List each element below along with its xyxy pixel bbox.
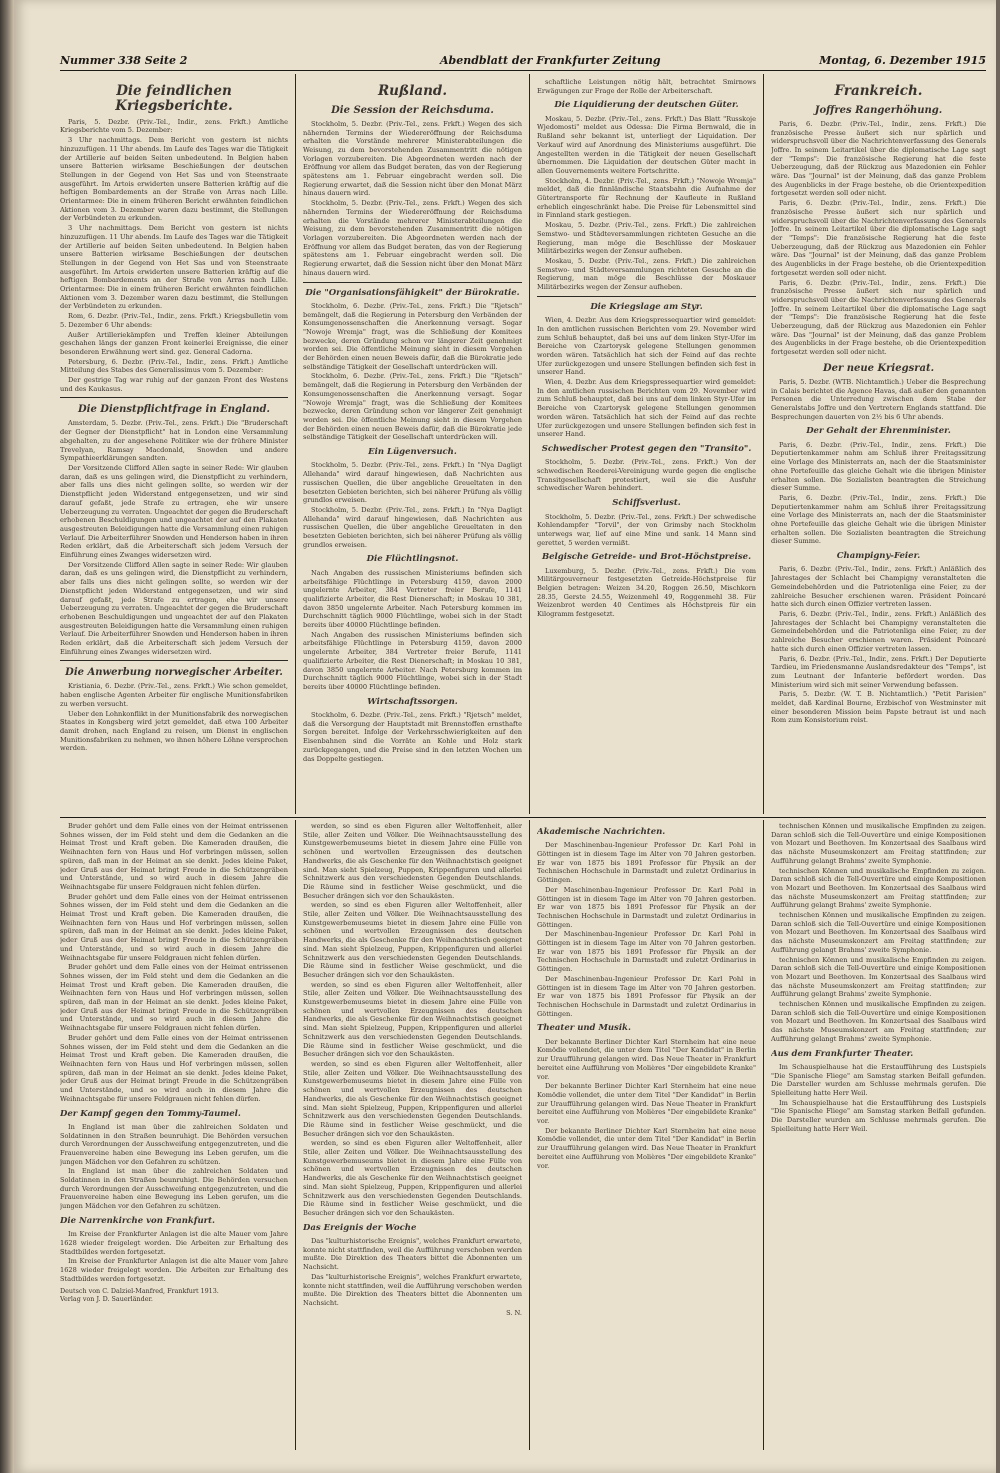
article-text: Paris, 6. Dezbr. (Priv.-Tel., Indir., zens. Frkft.) Die französische Presse äußert sich nur spärlich und widerspruchsvoll über die Nachrichtenverfassung des Generals Joffre. In seinem Leitartikel über die diplomatische Lage sagt der "Temps": Die französische Regierung hat die feste Ueberzeugung, daß der Rückzug aus Mazedonien ein Fehler wäre. Das "Journal" ist der Meinung, daß das ganze Problem des Augenblicks in der Frage bestehe, ob die Orientexpedition fortgesetzt werden soll oder nicht. bbox=[771, 199, 986, 277]
column-rule bbox=[529, 820, 530, 1450]
headline-academic: Akademische Nachrichten. bbox=[537, 827, 666, 837]
article-text: Der bekannte Berliner Dichter Karl Sternheim hat eine neue Komödie vollendet, die unter dem Titel "Der Kandidat" in Berlin zur Uraufführung gelangen wird. Das Neue Theater in Frankfurt bereitet eine Aufführung von Molières "Der eingebildete Kranke" vor. bbox=[537, 1082, 756, 1126]
headline-ship-loss: Schiffsverlust. bbox=[612, 498, 681, 509]
article-text: Außer Artilleriekämpfen und Treffen kleiner Abteilungen geschahen längs der ganzen Front keinerlei Ereignisse, die einer besonderen Erwähnung wert sind. gez. General Cadorna. bbox=[60, 330, 288, 356]
headline-champigny: Champigny-Feier. bbox=[836, 551, 921, 562]
headline-norwegian-workers: Die Anwerbung norwegischer Arbeiter. bbox=[65, 667, 283, 679]
article-text: In England ist man über die zahlreichen Soldaten und Soldatinnen in den Straßen beunruhigt. Die Behörden versuchen durch Verordnungen der Ausschweifung entgegenzutreten, und die Frauenvereine haben eine Bewegung ins Leben gerufen, um die jungen Mädchen vor den Gefahren zu schützen. bbox=[60, 1122, 288, 1166]
article-text: technischen Können und musikalische Empfinden zu zeigen. Daran schloß sich die Tell-Ouvertüre und einige Kompositionen von Mozart und Beethoven. Im Konzertsaal des Saalbaus wird das nächste Museumskonzert am Freitag stattfinden; zur Aufführung gelangt Brahms' zweite Symphonie. bbox=[771, 866, 986, 910]
article-text: Stockholm, 5. Dezbr. (Priv.-Tel., zens. Frkft.) In "Nya Dagligt Allehanda" wird darauf hingewiesen, daß Nachrichten aus russischen Quellen, die über angebliche Greueltaten in den besetzten Gebieten berichten, sich bei näherer Prüfung als völlig grundlos erweisen. bbox=[303, 505, 522, 549]
section-rule bbox=[60, 660, 288, 661]
article-text: Moskau, 5. Dezbr. (Priv.-Tel., zens. Frkft.) Die zahlreichen Semstwo- und Städteversammlungen richteten Gesuche an die Regierung, man möge die Beschlüsse der Moskauer Militärbezirks wegen der Zensur aufheben. bbox=[537, 221, 756, 256]
article-text: Der Vorsitzende Clifford Allen sagte in seiner Rede: Wir glauben daran, daß es uns gelingen wird, die Dienstpflicht zu verhindern, aber falls uns dies nicht gelingen sollte, so werden wir der Dienstpflicht jeden Widerstand entgegensetzen, und wir sind darauf gefaßt, jede Strafe zu ertragen, ehe wir unsere Ueberzeugung zu verraten. Ungeachtet der gegen die Bruderschaft erhobenen Beschuldigungen und ungeachtet der auf den Plakaten ausgestreuten Beleidigungen hatte die Versammlung einen ruhigen Verlauf. Die Arbeiterführer Snowden und Henderson haben in ihren Reden erklärt, daß die Arbeiterschaft sich jedem Versuch der Einführung eines Zwanges widersetzen wird. bbox=[60, 560, 288, 656]
article-text: Stockholm, 5. Dezbr. (Priv.-Tel., zens. Frkft.) Der schwedische Kohlendampfer "Torvil", der von Grimsby nach Stockholm unterwegs war, lief auf eine Mine und sank. 14 Mann sind gerettet, 5 werden vermißt. bbox=[537, 512, 756, 547]
headline-conscription: Die Dienstpflichtfrage in England. bbox=[77, 404, 271, 416]
headline-joffre: Joffres Rangerhöhung. bbox=[814, 104, 943, 116]
article-text: Im Kreise der Frankfurter Anlagen ist die alte Mauer vom Jahre 1628 wieder freigelegt worden. Die Arbeiten zur Erhaltung des Stadtbildes werden fortgesetzt. bbox=[60, 1257, 288, 1283]
article-text: Im Kreise der Frankfurter Anlagen ist die alte Mauer vom Jahre 1628 wieder freigelegt worden. Die Arbeiten zur Erhaltung des Stadtbildes werden fortgesetzt. bbox=[60, 1230, 288, 1256]
dateline: Petersburg, 6. Dezbr. (Priv.-Tel., Indir., zens. Frkft.) Amtliche Mitteilung des Stabes des Generalissimus vom 5. Dezember: bbox=[60, 357, 288, 375]
headline-duma-session: Die Session der Reichsduma. bbox=[331, 104, 494, 116]
headline-war-reports: Die feindlichen Kriegsberichte. bbox=[115, 83, 233, 114]
article-text: Der bekannte Berliner Dichter Karl Sternheim hat eine neue Komödie vollendet, die unter dem Titel "Der Kandidat" in Berlin zur Uraufführung gelangen wird. Das Neue Theater in Frankfurt bereitet eine Aufführung von Molières "Der eingebildete Kranke" vor. bbox=[537, 1037, 756, 1081]
article-text: Paris, 6. Dezbr. (Priv.-Tel., Indir., zens. Frkft.) Die Deputiertenkammer nahm am Schluß ihrer Freitagssitzung eine Vorlage des Ministerrats an, nach der die Staatsminister ohne Portefeuille das gleiche Gehalt wie die übrigen Minister erhalten sollen. Die Sozialisten beantragten die Streichung dieser Summe. bbox=[771, 493, 986, 546]
article-text: Der Vorsitzende Clifford Allen sagte in seiner Rede: Wir glauben daran, daß es uns gelingen wird, die Dienstpflicht zu verhindern, aber falls uns dies nicht gelingen sollte, so werden wir der Dienstpflicht jeden Widerstand entgegensetzen, und wir sind darauf gefaßt, jede Strafe zu ertragen, ehe wir unsere Ueberzeugung zu verraten. Ungeachtet der gegen die Bruderschaft erhobenen Beschuldigungen und ungeachtet der auf den Plakaten ausgestreuten Beleidigungen hatte die Versammlung einen ruhigen Verlauf. Die Arbeiterführer Snowden und Henderson haben in ihren Reden erklärt, daß die Arbeiterschaft sich jedem Versuch der Einführung eines Zwanges widersetzen wird. bbox=[60, 464, 288, 560]
article-text: Paris, 5. Dezbr. (WTB. Nichtamtlich.) Ueber die Besprechung in Calais berichtet die Agence Havas, daß außer den genannten Personen die Unterredung zwischen dem Stabe der Generalstabs Joffre und den Vertretern Englands stattfand. Die Besprechungen dauerten von 2½ bis 6 Uhr abends. bbox=[771, 377, 986, 421]
article-text: Nach Angaben des russischen Ministeriums befinden sich arbeitsfähige Flüchtlinge in Petersburg 4159, davon 2000 ungelernte Arbeiter, 384 Vertreter freier Berufe, 1141 qualifizierte Arbeiter, die Rest Dienerschaft; in Moskau 10 381, davon 3850 ungelernte Arbeiter. Nach Petersburg kommen im Durchschnitt täglich 9000 Flüchtlinge, wobei sich in der Stadt bereits über 40000 Flüchtlinge befinden. bbox=[303, 630, 522, 691]
author-signature: S. N. bbox=[506, 1308, 522, 1317]
article-text: Im Schauspielhause hat die Erstaufführung des Lustspiels "Die Spanische Fliege" am Samstag starken Beifall gefunden. Die Darsteller wurden am Schlusse mehrmals gerufen. Die Spielleitung hatte Herr Weil. bbox=[771, 1098, 986, 1133]
article-text: Nach Angaben des russischen Ministeriums befinden sich arbeitsfähige Flüchtlinge in Petersburg 4159, davon 2000 ungelernte Arbeiter, 384 Vertreter freier Berufe, 1141 qualifizierte Arbeiter, die Rest Dienerschaft; in Moskau 10 381, davon 3850 ungelernte Arbeiter. Nach Petersburg kommen im Durchschnitt täglich 9000 Flüchtlinge, wobei sich in der Stadt bereits über 40000 Flüchtlinge befinden. bbox=[303, 568, 522, 630]
feuilleton-column-1 bbox=[60, 822, 288, 1450]
article-text: 3 Uhr nachmittags. Dem Bericht von gestern ist nichts hinzuzufügen. 11 Uhr abends. Im Laufe des Tages war die Tätigkeit der Artillerie auf beiden Seiten unbedeutend. In Belgien haben unsere Batterien wirksame Beschießungen der deutschen Stellungen in der Gegend von Het Sas und von Steenstraate ausgeführt. Im Artois erwiderten unsere Batterien kräftig auf die heftigen Bombardements an der Straße von Arras nach Lille. Orientarmee: Die in einem früheren Bericht erwähnten feindlichen Aktionen vom 3. Dezember waren dazu bestimmt, die Stellungen der Verbündeten zu erkunden. bbox=[60, 136, 288, 223]
column-2 bbox=[303, 78, 522, 814]
article-text: Der bekannte Berliner Dichter Karl Sternheim hat eine neue Komödie vollendet, die unter dem Titel "Der Kandidat" in Berlin zur Uraufführung gelangen wird. Das Neue Theater in Frankfurt bereitet eine Aufführung von Molières "Der eingebildete Kranke" vor. bbox=[537, 1126, 756, 1170]
headline-refugees: Die Flüchtlingsnot. bbox=[366, 554, 459, 565]
headline-narrenkirche: Die Narrenkirche von Frankfurt. bbox=[60, 1215, 215, 1226]
article-text: Paris, 6. Dezbr. (Priv.-Tel., Indir., zens. Frkft.) Der Deputierte Tardieu, im Friedensmanne Auslandsredakteur des "Temps", ist zum Leutnant der Infanterie befördert worden. Das Ministerium wird sich mit seiner Verwendung befassen. bbox=[771, 654, 986, 689]
article-text: werden, so sind es eben Figuren aller Weltoffenheit, aller Stile, aller Zeiten und Völker. Die Weihnachtsausstellung des Kunstgewerbemuseums bietet in diesem Jahre eine Fülle von schönen und wertvollen Erzeugnissen des deutschen Handwerks, die als Geschenke für den Weihnachtstisch geeignet sind. Man sieht Spielzeug, Puppen, Krippenfiguren und allerlei Schnitzwerk aus den verschiedensten Gegenden Deutschlands. Die Räume sind in festlicher Weise geschmückt, und die Besucher drängen sich vor den Schaukästen. bbox=[303, 1139, 522, 1217]
article-text: Paris, 6. Dezbr. (Priv.-Tel., Indir., zens. Frkft.) Die Deputiertenkammer nahm am Schluß ihrer Freitagssitzung eine Vorlage des Ministerrats an, nach der die Staatsminister ohne Portefeuille das gleiche Gehalt wie die übrigen Minister erhalten sollen. Die Sozialisten beantragten die Streichung dieser Summe. bbox=[771, 440, 986, 493]
headline-economic-worries: Wirtschaftssorgen. bbox=[367, 696, 458, 707]
headline-styr: Die Kriegslage am Styr. bbox=[590, 301, 703, 312]
article-text: Wien, 4. Dezbr. Aus dem Kriegspressequartier wird gemeldet: In den amtlichen russischen Berichten vom 29. November wird zum Schluß behauptet, daß bei uns auf dem linken Styr-Ufer im Bereiche von Czartorysk gelegene Stellungen genommen worden wären. Tatsächlich hat sich der Feind auf das rechte Ufer zurückgezogen und unsere Stellungen befinden sich fest in unserer Hand. bbox=[537, 378, 756, 439]
article-text: Bruder gehört und dem Falle eines von der Heimat entrissenen Sohnes wissen, der im Feld steht und dem die Gedanken an die Heimat Trost und Kraft geben. Die Kameraden draußen, die Weihnachten fern von Haus und Hof verbringen müssen, sollen spüren, daß man in der Heimat an sie denkt. Jedes kleine Paket, jeder Gruß aus der Heimat bringt Freude in die Schützengräben und Unterstände, und so wird auch in diesem Jahre die Weihnachtsgabe für unsere Feldgrauen nicht fehlen dürfen. bbox=[60, 822, 288, 891]
feuilleton-column-4 bbox=[771, 822, 986, 1450]
article-text: Der Maschinenbau-Ingenieur Professor Dr. Karl Pohl in Göttingen ist in diesem Tage im Alter von 70 Jahren gestorben. Er war von 1875 bis 1891 Professor für Physik an der Technischen Hochschule in Darmstadt und zuletzt Ordinarius in Göttingen. bbox=[537, 974, 756, 1018]
section-rule bbox=[303, 282, 522, 283]
column-1 bbox=[60, 78, 288, 814]
column-rule bbox=[295, 820, 296, 1450]
column-3 bbox=[537, 78, 756, 814]
dateline: Rom, 6. Dezbr. (Priv.-Tel., Indir., zens. Frkft.) Kriegsbulletin vom 5. Dezember 6 Uhr abends: bbox=[60, 312, 288, 329]
article-text: Stockholm, 5. Dezbr. (Priv.-Tel., zens. Frkft.) Von der schwedischen Reederei-Vereinigung wurde gegen die englische Transitgesellschaft protestiert, weil sie die Ausfuhr schwedischer Waren behindert. bbox=[537, 458, 756, 493]
column-4 bbox=[771, 78, 986, 814]
headline-bureaucracy: Die "Organisationsfähigkeit" der Bürokratie. bbox=[305, 287, 520, 298]
article-text: Moskau, 5. Dezbr. (Priv.-Tel., zens. Frkft.) Das Blatt "Russkoje Wjedomosti" meldet aus Odessa: Die Firma Bernwald, die in Rußland sehr bekannt ist, unterliegt der Liquidation. Der Verkauf wird auf Anordnung des Ministeriums ausgeführt. Die Angestellten werden in die Tätigkeit der neuen Gesellschaft übernommen. Die Liquidation der deutschen Güter macht in allen Gouvernements weitere Fortschritte. bbox=[537, 114, 756, 175]
feuilleton-divider bbox=[60, 817, 986, 818]
article-text: technischen Können und musikalische Empfinden zu zeigen. Daran schloß sich die Tell-Ouvertüre und einige Kompositionen von Mozart und Beethoven. Im Konzertsaal des Saalbaus wird das nächste Museumskonzert am Freitag stattfinden; zur Aufführung gelangt Brahms' zweite Symphonie. bbox=[771, 911, 986, 954]
article-text: Der Maschinenbau-Ingenieur Professor Dr. Karl Pohl in Göttingen ist in diesem Tage im Alter von 70 Jahren gestorben. Er war von 1875 bis 1891 Professor für Physik an der Technischen Hochschule in Darmstadt und zuletzt Ordinarius in Göttingen. bbox=[537, 930, 756, 974]
column-rule bbox=[529, 74, 530, 814]
headline-russia: Rußland. bbox=[377, 83, 448, 99]
headline-honorary-ministers: Der Gehalt der Ehrenminister. bbox=[806, 426, 951, 437]
footnote bbox=[60, 1287, 288, 1303]
article-text: Stockholm, 6. Dezbr. (Priv.-Tel., zens. Frkft.) Die "Rjetsch" bemängelt, daß die Regierung in Petersburg den Verbänden der Konsumgenossenschaften die Anerkennung versagt. Sogar "Nowoje Wremja" fragt, was die Schließung der Komitees bezwecke, deren Gründung schon vor längerer Zeit genehmigt worden sei. Die öffentliche Meinung sieht in diesem Vorgehen der Behörden einen neuen Beweis dafür, daß die Bürokratie jede selbständige Tätigkeit der Gesellschaft unterdrücken will. bbox=[303, 372, 522, 442]
dateline: Paris, 5. Dezbr. (Priv.-Tel., Indir., zens. Frkft.) Amtliche Kriegsberichte vom 5. Dezember: bbox=[60, 117, 288, 135]
footnote-translation: Deutsch von C. Dalziel-Manfred, Frankfurt 1913. bbox=[60, 1287, 219, 1296]
article-text: Der Maschinenbau-Ingenieur Professor Dr. Karl Pohl in Göttingen ist in diesem Tage im Alter von 70 Jahren gestorben. Er war von 1875 bis 1891 Professor für Physik an der Technischen Hochschule in Darmstadt und zuletzt Ordinarius in Göttingen. bbox=[537, 885, 756, 929]
article-text: Stockholm, 6. Dezbr. (Priv.-Tel., zens. Frkft.) Die "Rjetsch" bemängelt, daß die Regierung in Petersburg den Verbänden der Konsumgenossenschaften die Anerkennung versagt. Sogar "Nowoje Wremja" fragt, was die Schließung der Komitees bezwecke, deren Gründung schon vor längerer Zeit genehmigt worden sei. Die öffentliche Meinung sieht in diesem Vorgehen der Behörden einen neuen Beweis dafür, daß die Bürokratie jede selbständige Tätigkeit der Gesellschaft unterdrücken will. bbox=[303, 301, 522, 371]
article-text: Im Schauspielhause hat die Erstaufführung des Lustspiels "Die Spanische Fliege" am Samstag starken Beifall gefunden. Die Darsteller wurden am Schlusse mehrmals gerufen. Die Spielleitung hatte Herr Weil. bbox=[771, 1062, 986, 1098]
article-text: Stockholm, 5. Dezbr. (Priv.-Tel., zens. Frkft.) Wegen des sich nähernden Termins der Wiedereröffnung der Reichsduma erhalten die Vorstände mehrerer Ministerabteilungen die Weisung, zu dem bevorstehenden Zusammentritt die nötigen Vorlagen vorzubereiten. Die Abgeordneten werden nach der Eröffnung vor allem das Budget beraten, das von der Regierung spätestens am 1. Februar eingebracht werden soll. Die Regierung erwartet, daß die Session nicht über den Monat März hinaus dauern wird. bbox=[303, 199, 522, 277]
dateline: Amsterdam, 5. Dezbr. (Priv.-Tel., zens. Frkft.) Die "Bruderschaft der Gegner der Dienstpflicht" hat in London eine Versammlung abgehalten, zu der angesehene Politiker wie der frühere Minister Trevelyan, Ramsay Macdonald, Snowden und andere Sympathieerklärungen sandten. bbox=[60, 419, 288, 463]
article-text: Paris, 6. Dezbr. (Priv.-Tel., Indir., zens. Frkft.) Die französische Presse äußert sich nur spärlich und widerspruchsvoll über die Nachrichtenverfassung des Generals Joffre. In seinem Leitartikel über die diplomatische Lage sagt der "Temps": Die französische Regierung hat die feste Ueberzeugung, daß der Rückzug aus Mazedonien ein Fehler wäre. Das "Journal" ist der Meinung, daß das ganze Problem des Augenblicks in der Frage bestehe, ob die Orientexpedition fortgesetzt werden soll oder nicht. bbox=[771, 278, 986, 357]
article-text: technischen Können und musikalische Empfinden zu zeigen. Daran schloß sich die Tell-Ouvertüre und einige Kompositionen von Mozart und Beethoven. Im Konzertsaal des Saalbaus wird das nächste Museumskonzert am Freitag stattfinden; zur Aufführung gelangt Brahms' zweite Symphonie. bbox=[771, 1000, 986, 1043]
article-text: Paris, 6. Dezbr. (Priv.-Tel., Indir., zens. Frkft.) Die französische Presse äußert sich nur spärlich und widerspruchsvoll über die Nachrichtenverfassung des Generals Joffre. In seinem Leitartikel über die diplomatische Lage sagt der "Temps": Die französische Regierung hat die feste Ueberzeugung, daß der Rückzug aus Mazedonien ein Fehler wäre. Das "Journal" ist der Meinung, daß das ganze Problem des Augenblicks in der Frage bestehe, ob die Orientexpedition fortgesetzt werden soll oder nicht. bbox=[771, 119, 986, 198]
article-text: schaftliche Leistungen nötig hält, betrachtet Smirnows Erwägungen zur Frage der Rolle der Arbeiterschaft. bbox=[537, 78, 756, 95]
article-text: technischen Können und musikalische Empfinden zu zeigen. Daran schloß sich die Tell-Ouvertüre und einige Kompositionen von Mozart und Beethoven. Im Konzertsaal des Saalbaus wird das nächste Museumskonzert am Freitag stattfinden; zur Aufführung gelangt Brahms' zweite Symphonie. bbox=[771, 822, 986, 865]
page-number: Nummer 338 Seite 2 bbox=[60, 54, 188, 67]
article-text: Paris, 5. Dezbr. (W. T. B. Nichtamtlich.) "Petit Parisien" meldet, daß Kardinal Bourne, Erzbischof von Westminster mit einer besonderen Mission beim Papste betraut ist und nach Rom zum Konsistorium reist. bbox=[771, 690, 986, 725]
article-text: Luxemburg, 5. Dezbr. (Priv.-Tel., zens. Frkft.) Die vom Militärgouverneur festgesetzten Getreide-Höchstpreise für Belgien betragen: Weizen 34.20, Roggen 26.50, Mischkorn 28.35, Gerste 24.55, Weizenmehl 49, Roggenmehl 38. Für Weizenbrot werden 40 Centimes als Höchstpreis für ein Kilogramm festgesetzt. bbox=[537, 566, 756, 619]
article-text: Der Maschinenbau-Ingenieur Professor Dr. Karl Pohl in Göttingen ist in diesem Tage im Alter von 70 Jahren gestorben. Er war von 1875 bis 1891 Professor für Physik an der Technischen Hochschule in Darmstadt und zuletzt Ordinarius in Göttingen. bbox=[537, 841, 756, 885]
article-text: Stockholm, 5. Dezbr. (Priv.-Tel., zens. Frkft.) Wegen des sich nähernden Termins der Wiedereröffnung der Reichsduma erhalten die Vorstände mehrerer Ministerabteilungen die Weisung, zu dem bevorstehenden Zusammentritt die nötigen Vorlagen vorzubereiten. Die Abgeordneten werden nach der Eröffnung vor allem das Budget beraten, das von der Regierung spätestens am 1. Februar eingebracht werden soll. Die Regierung erwartet, daß die Session nicht über den Monat März hinaus dauern wird. bbox=[303, 119, 522, 198]
footnote-publisher: Verlag von J. D. Sauerländer. bbox=[60, 1295, 153, 1304]
article-text: Der gestrige Tag war ruhig auf der ganzen Front des Westens und des Kaukasus. bbox=[60, 376, 288, 393]
feuilleton-column-2 bbox=[303, 822, 522, 1450]
article-text: Ueber den Lohnkonflikt in der Munitionsfabrik des norwegischen Staates in Kongsberg wird jetzt gemeldet, daß etwa 100 Arbeiter damit drohen, nach England zu reisen, um Dienst in englischen Munitionsfabriken zu nehmen, wo ihnen höhere Löhne versprochen werden. bbox=[60, 709, 288, 753]
headline-theater: Theater und Musik. bbox=[537, 1023, 631, 1034]
headline-event: Das Ereignis der Woche bbox=[303, 1222, 417, 1233]
article-text: Stockholm, 4. Dezbr. (Priv.-Tel., zens. Frkft.) "Nowoje Wremja" meldet, daß die finnländische Staatsbahn die Aufnahme der Gütertransporte für Rechnung der Kaufleute in Rußland erheblich eingeschränkt habe. Die Preise für Lebensmittel sind in Finnland stark gestiegen. bbox=[537, 176, 756, 220]
headline-frankfurt-theater: Aus dem Frankfurter Theater. bbox=[771, 1048, 914, 1059]
article-text: werden, so sind es eben Figuren aller Weltoffenheit, aller Stile, aller Zeiten und Völker. Die Weihnachtsausstellung des Kunstgewerbemuseums bietet in diesem Jahre eine Fülle von schönen und wertvollen Erzeugnissen des deutschen Handwerks, die als Geschenke für den Weihnachtstisch geeignet sind. Man sieht Spielzeug, Puppen, Krippenfiguren und allerlei Schnitzwerk aus den verschiedensten Gegenden Deutschlands. Die Räume sind in festlicher Weise geschmückt, und die Besucher drängen sich vor den Schaukästen. bbox=[303, 901, 522, 979]
headline-liquidation: Die Liquidierung der deutschen Güter. bbox=[554, 100, 739, 111]
headline-swedish-protest: Schwedischer Protest gegen den "Transito". bbox=[541, 444, 752, 454]
newspaper-page bbox=[14, 0, 996, 1473]
article-text: Bruder gehört und dem Falle eines von der Heimat entrissenen Sohnes wissen, der im Feld steht und dem die Gedanken an die Heimat Trost und Kraft geben. Die Kameraden draußen, die Weihnachten fern von Haus und Hof verbringen müssen, sollen spüren, daß man in der Heimat an sie denkt. Jedes kleine Paket, jeder Gruß aus der Heimat bringt Freude in die Schützengräben und Unterstände, und so wird auch in diesem Jahre die Weihnachtsgabe für unsere Feldgrauen nicht fehlen dürfen. bbox=[60, 963, 288, 1033]
article-text: Paris, 6. Dezbr. (Priv.-Tel., Indir., zens. Frkft.) Anläßlich des Jahrestages der Schlacht bei Champigny veranstalteten die Gemeindebehörden und die Patriotenliga eine Feier, zu der zahlreiche Besucher erschienen waren. Präsident Poincaré hatte sich durch einen Offizier vertreten lassen. bbox=[771, 565, 986, 609]
article-text: 3 Uhr nachmittags. Dem Bericht von gestern ist nichts hinzuzufügen. 11 Uhr abends. Im Laufe des Tages war die Tätigkeit der Artillerie auf beiden Seiten unbedeutend. In Belgien haben unsere Batterien wirksame Beschießungen der deutschen Stellungen in der Gegend von Het Sas und von Steenstraate ausgeführt. Im Artois erwiderten unsere Batterien kräftig auf die heftigen Bombardements an der Straße von Arras nach Lille. Orientarmee: Die in einem früheren Bericht erwähnten feindlichen Aktionen vom 3. Dezember waren dazu bestimmt, die Stellungen der Verbündeten zu erkunden. bbox=[60, 224, 288, 311]
headline-war-council: Der neue Kriegsrat. bbox=[822, 362, 935, 374]
section-rule bbox=[60, 397, 288, 398]
article-text: werden, so sind es eben Figuren aller Weltoffenheit, aller Stile, aller Zeiten und Völker. Die Weihnachtsausstellung des Kunstgewerbemuseums bietet in diesem Jahre eine Fülle von schönen und wertvollen Erzeugnissen des deutschen Handwerks, die als Geschenke für den Weihnachtstisch geeignet sind. Man sieht Spielzeug, Puppen, Krippenfiguren und allerlei Schnitzwerk aus den verschiedensten Gegenden Deutschlands. Die Räume sind in festlicher Weise geschmückt, und die Besucher drängen sich vor den Schaukästen. bbox=[303, 980, 522, 1059]
article-text: Stockholm, 6. Dezbr. (Priv.-Tel., zens. Frkft.) "Rjetsch" meldet, daß die Versorgung der Hauptstadt mit Brennstoffen ernsthafte Sorgen bereitet. Infolge der Verkehrsschwierigkeiten auf den Eisenbahnen sind die Vorräte an Kohle und Holz stark zurückgegangen, und die Preise sind in den letzten Wochen um das Doppelte gestiegen. bbox=[303, 711, 522, 763]
column-rule bbox=[763, 74, 764, 814]
article-text: Stockholm, 5. Dezbr. (Priv.-Tel., zens. Frkft.) In "Nya Dagligt Allehanda" wird darauf hingewiesen, daß Nachrichten aus russischen Quellen, die über angebliche Greueltaten in den besetzten Gebieten berichten, sich bei näherer Prüfung als völlig grundlos erweisen. bbox=[303, 461, 522, 505]
dateline: Kristiania, 6. Dezbr. (Priv.-Tel., zens. Frkft.) Wie schon gemeldet, haben englische Agenten Arbeiter für englische Munitionsfabriken zu werben versucht. bbox=[60, 682, 288, 708]
article-text: Das "kulturhistorische Ereignis", welches Frankfurt erwartete, konnte nicht stattfinden, weil die Aufführung verschoben werden mußte. Die Direktion des Theaters bittet die Abonnenten um Nachsicht. bbox=[303, 1236, 522, 1272]
article-text: werden, so sind es eben Figuren aller Weltoffenheit, aller Stile, aller Zeiten und Völker. Die Weihnachtsausstellung des Kunstgewerbemuseums bietet in diesem Jahre eine Fülle von schönen und wertvollen Erzeugnissen des deutschen Handwerks, die als Geschenke für den Weihnachtstisch geeignet sind. Man sieht Spielzeug, Puppen, Krippenfiguren und allerlei Schnitzwerk aus den verschiedensten Gegenden Deutschlands. Die Räume sind in festlicher Weise geschmückt, und die Besucher drängen sich vor den Schaukästen. bbox=[303, 822, 522, 900]
article-text: Moskau, 5. Dezbr. (Priv.-Tel., zens. Frkft.) Die zahlreichen Semstwo- und Städteversammlungen richteten Gesuche an die Regierung, man möge die Beschlüsse der Moskauer Militärbezirks wegen der Zensur aufheben. bbox=[537, 257, 756, 292]
feuilleton-column-3 bbox=[537, 822, 756, 1450]
headline-tommy: Der Kampf gegen den Tommy-Taumel. bbox=[60, 1108, 241, 1119]
section-rule bbox=[537, 296, 756, 297]
headline-belgian-prices: Belgische Getreide- und Brot-Höchstpreise. bbox=[541, 552, 752, 563]
article-text: technischen Können und musikalische Empfinden zu zeigen. Daran schloß sich die Tell-Ouvertüre und einige Kompositionen von Mozart und Beethoven. Im Konzertsaal des Saalbaus wird das nächste Museumskonzert am Freitag stattfinden; zur Aufführung gelangt Brahms' zweite Symphonie. bbox=[771, 955, 986, 999]
article-text: Das "kulturhistorische Ereignis", welches Frankfurt erwartete, konnte nicht stattfinden, weil die Aufführung verschoben werden mußte. Die Direktion des Theaters bittet die Abonnenten um Nachsicht. bbox=[303, 1272, 522, 1307]
column-rule bbox=[763, 820, 764, 1450]
article-text: Bruder gehört und dem Falle eines von der Heimat entrissenen Sohnes wissen, der im Feld steht und dem die Gedanken an die Heimat Trost und Kraft geben. Die Kameraden draußen, die Weihnachten fern von Haus und Hof verbringen müssen, sollen spüren, daß man in der Heimat an sie denkt. Jedes kleine Paket, jeder Gruß aus der Heimat bringt Freude in die Schützengräben und Unterstände, und so wird auch in diesem Jahre die Weihnachtsgabe für unsere Feldgrauen nicht fehlen dürfen. bbox=[60, 1033, 288, 1103]
headline-france: Frankreich. bbox=[834, 83, 923, 99]
article-text: Paris, 6. Dezbr. (Priv.-Tel., Indir., zens. Frkft.) Anläßlich des Jahrestages der Schlacht bei Champigny veranstalteten die Gemeindebehörden und die Patriotenliga eine Feier, zu der zahlreiche Besucher erschienen waren. Präsident Poincaré hatte sich durch einen Offizier vertreten lassen. bbox=[771, 609, 986, 653]
issue-date: Montag, 6. Dezember 1915 bbox=[819, 54, 986, 67]
newspaper-title: Abendblatt der Frankfurter Zeitung bbox=[440, 54, 661, 67]
article-text: werden, so sind es eben Figuren aller Weltoffenheit, aller Stile, aller Zeiten und Völker. Die Weihnachtsausstellung des Kunstgewerbemuseums bietet in diesem Jahre eine Fülle von schönen und wertvollen Erzeugnissen des deutschen Handwerks, die als Geschenke für den Weihnachtstisch geeignet sind. Man sieht Spielzeug, Puppen, Krippenfiguren und allerlei Schnitzwerk aus den verschiedensten Gegenden Deutschlands. Die Räume sind in festlicher Weise geschmückt, und die Besucher drängen sich vor den Schaukästen. bbox=[303, 1059, 522, 1138]
article-text: Wien, 4. Dezbr. Aus dem Kriegspressequartier wird gemeldet: In den amtlichen russischen Berichten vom 29. November wird zum Schluß behauptet, daß bei uns auf dem linken Styr-Ufer im Bereiche von Czartorysk gelegene Stellungen genommen worden wären. Tatsächlich hat sich der Feind auf das rechte Ufer zurückgezogen und unsere Stellungen befinden sich fest in unserer Hand. bbox=[537, 316, 756, 377]
masthead bbox=[60, 52, 986, 71]
book-spine bbox=[0, 0, 14, 1473]
article-text: In England ist man über die zahlreichen Soldaten und Soldatinnen in den Straßen beunruhigt. Die Behörden versuchen durch Verordnungen der Ausschweifung entgegenzutreten, und die Frauenvereine haben eine Bewegung ins Leben gerufen, um die jungen Mädchen vor den Gefahren zu schützen. bbox=[60, 1167, 288, 1211]
article-text: Bruder gehört und dem Falle eines von der Heimat entrissenen Sohnes wissen, der im Feld steht und dem die Gedanken an die Heimat Trost und Kraft geben. Die Kameraden draußen, die Weihnachten fern von Haus und Hof verbringen müssen, sollen spüren, daß man in der Heimat an sie denkt. Jedes kleine Paket, jeder Gruß aus der Heimat bringt Freude in die Schützengräben und Unterstände, und so wird auch in diesem Jahre die Weihnachtsgabe für unsere Feldgrauen nicht fehlen dürfen. bbox=[60, 892, 288, 962]
headline-lie-attempt: Ein Lügenversuch. bbox=[368, 447, 457, 458]
column-rule bbox=[295, 74, 296, 814]
